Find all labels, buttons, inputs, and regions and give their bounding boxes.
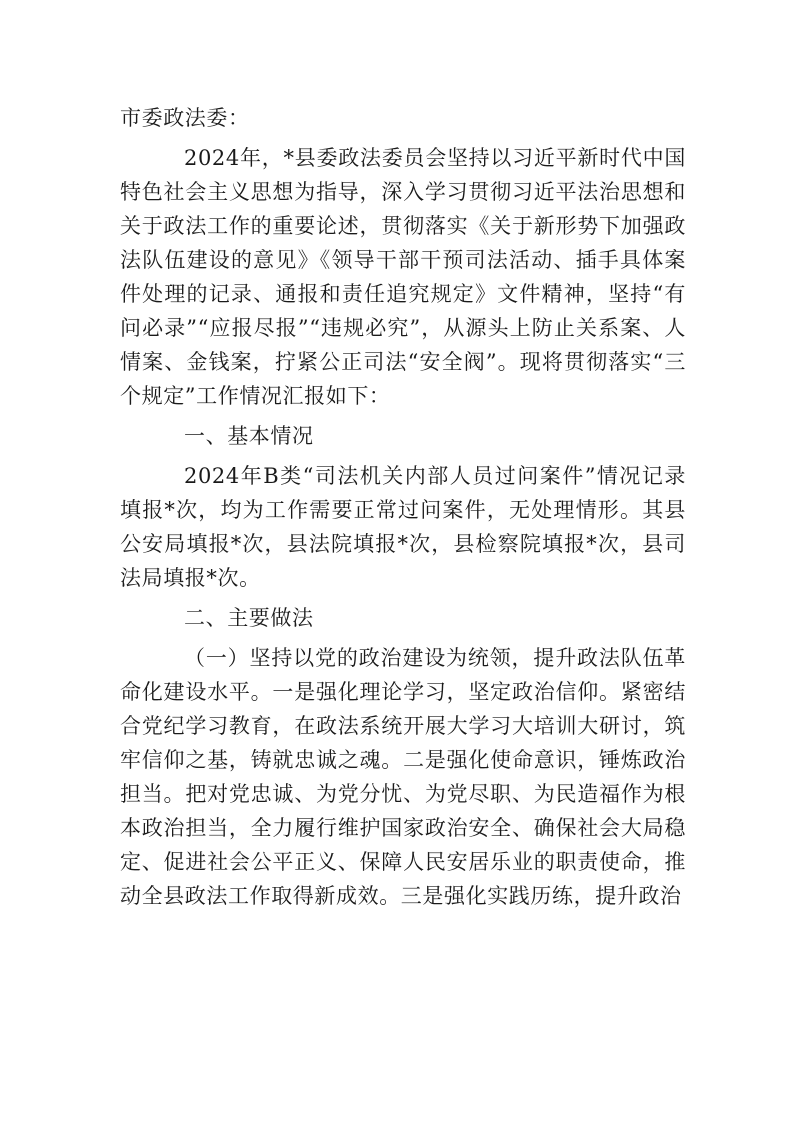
intro-paragraph: 2024年，*县委政法委员会坚持以习近平新时代中国特色社会主义思想为指导，深入学习贯彻习近平法治思想和关于政法工作的重要论述，贯彻落实《关于新形势下加强政法队伍建设的意见》《领导干部干预司法活动、插手具体案件处理的记录、通报和责任追究规定》文件精神，坚持“有问必录”“应报尽报”“违规必究”，从源头上防止关系案、人情案、金钱案，拧紧公正司法“安全阀”。现将贯彻落实“三个规定”工作情况汇报如下： xyxy=(120,146,686,408)
salutation: 市委政法委： xyxy=(120,106,250,130)
basic-situation-paragraph: 2024年B类“司法机关内部人员过问案件”情况记录填报*次，均为工作需要正常过问案件，无处理情形。其县公安局填报*次，县法院填报*次，县检察院填报*次，县司法局填报*次。 xyxy=(120,464,686,590)
document-body xyxy=(120,101,686,919)
section-heading-main-practices: 二、主要做法 xyxy=(184,606,314,630)
main-practices-paragraph: （一）坚持以党的政治建设为统领，提升政法队伍革命化建设水平。一是强化理论学习，坚定政治信仰。紧密结合党纪学习教育，在政法系统开展大学习大培训大研讨，筑牢信仰之基，铸就忠诚之魂。二是强化使命意识，锤炼政治担当。把对党忠诚、为党分忧、为党尽职、为民造福作为根本政治担当，全力履行维护国家政治安全、确保社会大局稳定、促进社会公平正义、保障人民安居乐业的职责使命，推动全县政法工作取得新成效。三是强化实践历练，提升政治 xyxy=(120,646,686,908)
section-heading-basic-situation: 一、基本情况 xyxy=(184,424,314,448)
